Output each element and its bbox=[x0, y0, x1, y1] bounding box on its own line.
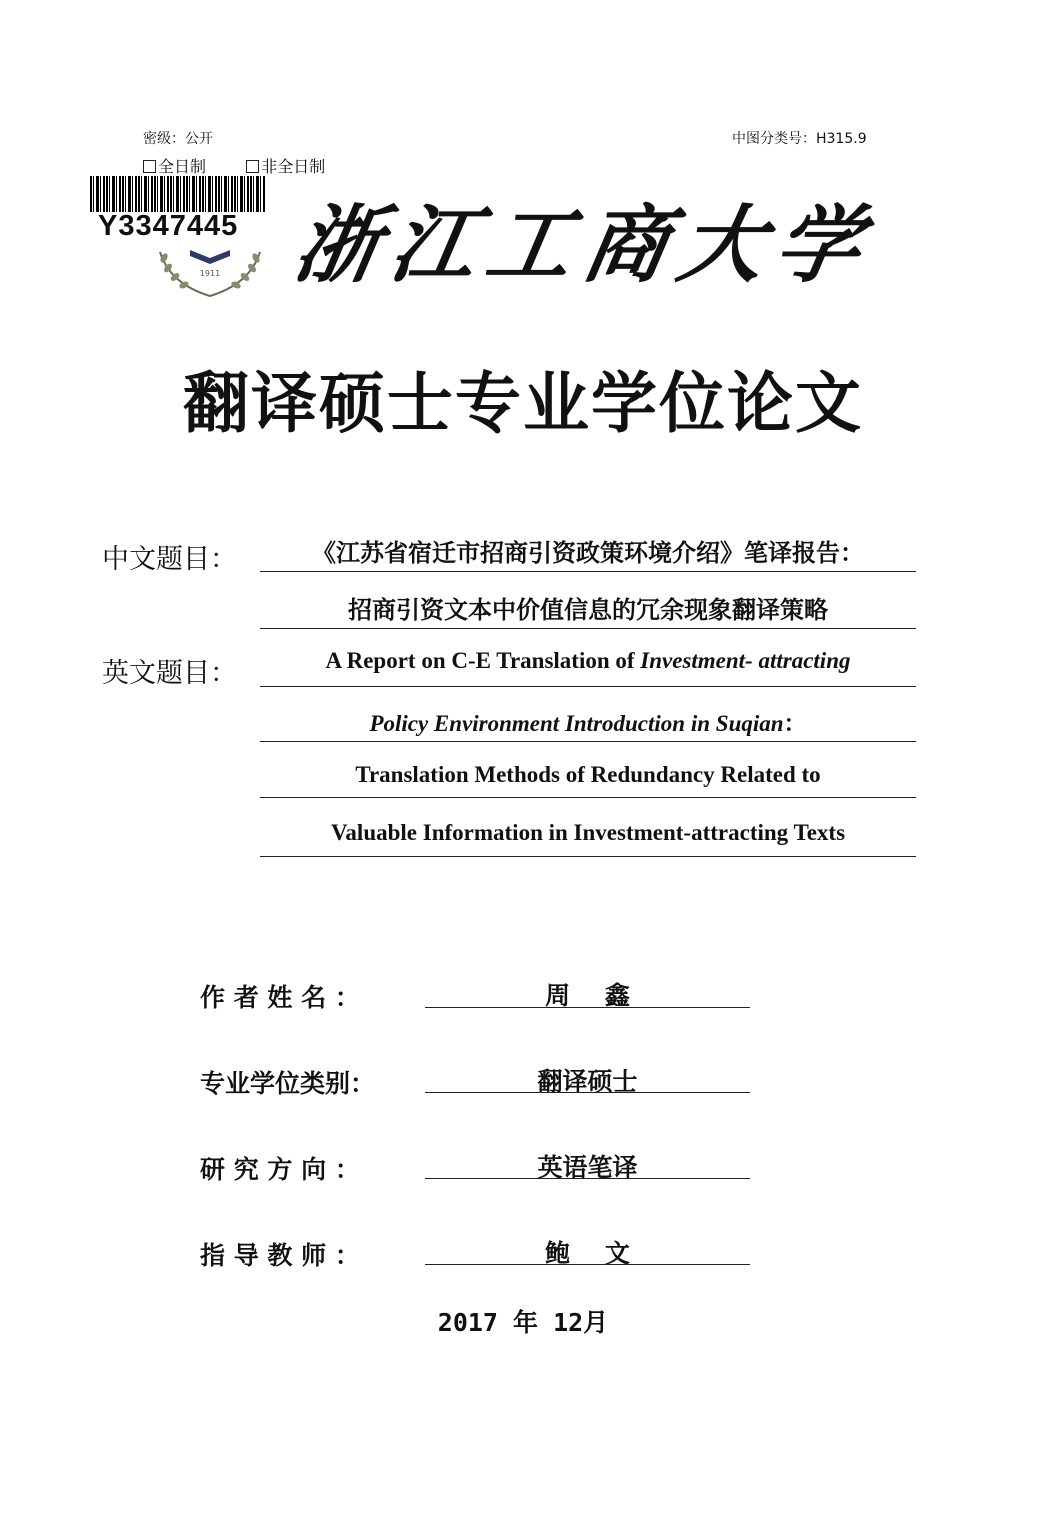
university-name-calligraphy: 浙江工商大学 bbox=[287, 195, 881, 294]
degree-type-label: 专业学位类别： bbox=[200, 1069, 376, 1098]
title-underline bbox=[260, 741, 916, 742]
author-label: 作 者 姓 名 ： bbox=[200, 983, 360, 1012]
english-title-line-3: Translation Methods of Redundancy Related to bbox=[355, 762, 821, 787]
research-direction-value: 英语笔译 bbox=[537, 1153, 638, 1182]
secret-level: 密级：公开 bbox=[143, 131, 213, 147]
title-underline bbox=[260, 571, 916, 572]
fulltime-label: 全日制 bbox=[158, 157, 207, 176]
field-underline bbox=[425, 1007, 750, 1008]
field-underline bbox=[425, 1264, 750, 1265]
title-underline bbox=[260, 628, 916, 629]
degree-title: 翻译硕士专业学位论文 bbox=[183, 365, 863, 442]
parttime-checkbox[interactable] bbox=[246, 157, 325, 176]
barcode-number: Y3347445 bbox=[98, 210, 239, 242]
english-title-label: 英文题目： bbox=[102, 658, 237, 689]
checkbox-icon bbox=[246, 160, 259, 173]
english-title-italic: Investment- attracting bbox=[640, 648, 851, 673]
degree-type-value: 翻译硕士 bbox=[537, 1067, 638, 1096]
chinese-title-line-2: 招商引资文本中价值信息的冗余现象翻译策略 bbox=[348, 596, 828, 624]
field-underline bbox=[425, 1178, 750, 1179]
university-emblem-icon bbox=[150, 244, 270, 306]
advisor-value: 鲍 文 bbox=[545, 1239, 630, 1268]
english-title-text: A Report on C-E Translation of bbox=[325, 648, 641, 673]
submission-date: 2017 年 12月 bbox=[437, 1308, 609, 1337]
title-underline bbox=[260, 797, 916, 798]
author-value: 周 鑫 bbox=[545, 981, 630, 1010]
parttime-label: 非全日制 bbox=[261, 157, 326, 176]
research-direction-label: 研 究 方 向 ： bbox=[200, 1155, 360, 1184]
checkbox-icon bbox=[143, 160, 156, 173]
english-title-line-4: Valuable Information in Investment-attracting Texts bbox=[330, 820, 846, 845]
title-underline bbox=[260, 856, 916, 857]
study-mode-options bbox=[143, 154, 325, 177]
english-title-line-1 bbox=[260, 648, 916, 674]
chinese-title-line-1: 《江苏省宿迁市招商引资政策环境介绍》笔译报告： bbox=[312, 539, 864, 567]
english-title-text: ： bbox=[783, 711, 807, 736]
field-underline bbox=[425, 1092, 750, 1093]
english-title-line-2 bbox=[260, 705, 916, 738]
chinese-title-label: 中文题目： bbox=[102, 544, 237, 575]
english-title-italic: Policy Environment Introduction in Suqian bbox=[369, 711, 784, 736]
classification-number: 中图分类号：H315.9 bbox=[732, 131, 867, 147]
fulltime-checkbox[interactable] bbox=[143, 157, 206, 176]
advisor-label: 指 导 教 师 ： bbox=[200, 1241, 360, 1270]
emblem-year: 1911 bbox=[199, 269, 221, 278]
title-underline bbox=[260, 686, 916, 687]
barcode bbox=[90, 176, 266, 212]
